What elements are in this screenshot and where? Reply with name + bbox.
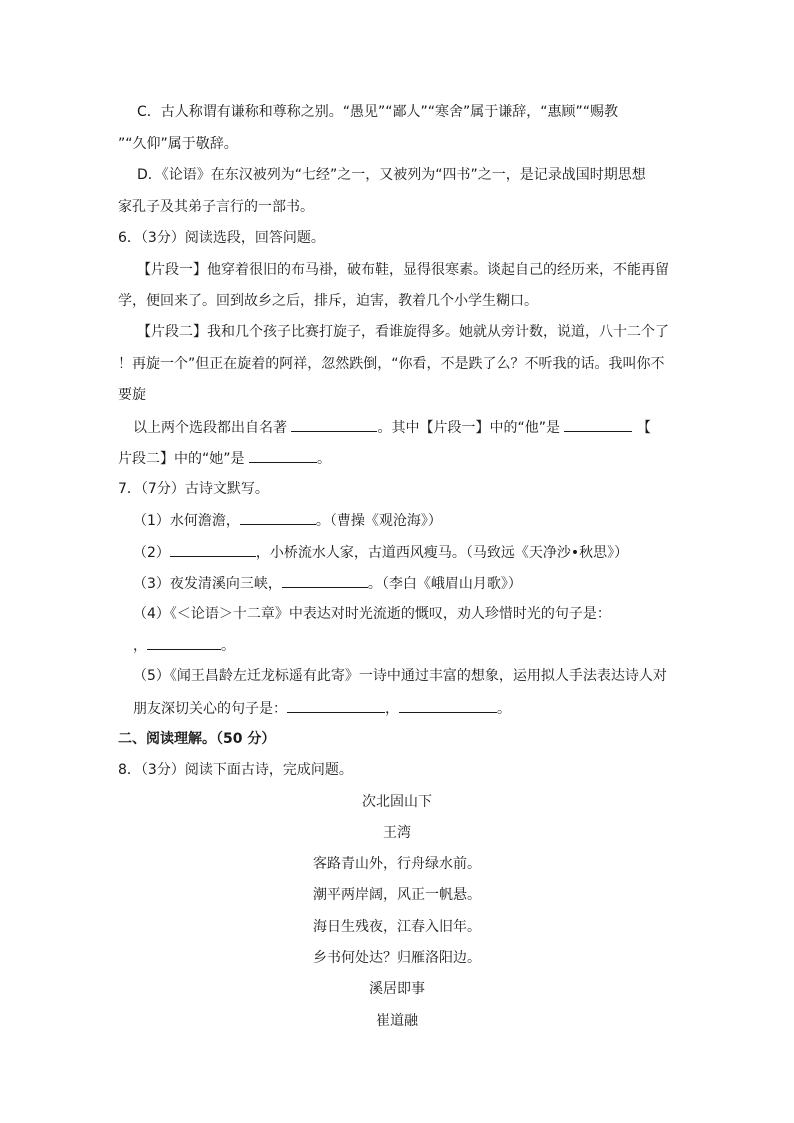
fragment-1-line-2: 学，便回来了。回到故乡之后，排斥，迫害，教着几个小学生糊口。 bbox=[118, 293, 538, 309]
question-7-item-3 bbox=[133, 573, 693, 594]
option-c-line-2: ”“久仰”属于敬辞。 bbox=[118, 136, 238, 152]
ask-text-5: 。 bbox=[316, 451, 331, 467]
poem-1-line-2: 潮平两岸阔，风正一帆悬。 bbox=[313, 887, 481, 903]
question-6-ask-line-1 bbox=[133, 417, 693, 438]
answer-blank-item-4[interactable] bbox=[147, 635, 221, 650]
answer-blank-item-2[interactable] bbox=[170, 542, 256, 557]
item-2-text-b: ，小桥流水人家，古道西风瘦马。（马致远《天净沙•秋思》） bbox=[255, 545, 629, 561]
poem-1-title: 次北固山下 bbox=[362, 794, 432, 810]
item-5-text-a: 朋友深切关心的句子是： bbox=[133, 701, 287, 717]
item-4-text-a: ， bbox=[133, 638, 147, 654]
answer-blank-item-5b[interactable] bbox=[399, 698, 497, 713]
item-1-text-a: （1）水何澹澹， bbox=[133, 513, 240, 529]
section-2-heading: 二、阅读理解。（50 分） bbox=[118, 731, 276, 747]
item-5-text-c: 。 bbox=[497, 701, 511, 717]
answer-blank-she[interactable] bbox=[249, 448, 317, 463]
answer-blank-he[interactable] bbox=[564, 417, 632, 432]
ask-text-1: 以上两个选段都出自名著 bbox=[133, 420, 287, 436]
ask-text-2: 。其中【片段一】中的“他”是 bbox=[377, 420, 560, 436]
fragment-2-line-1: 【片段二】我和几个孩子比赛打旋子，看谁旋得多。她就从旁计数，说道，八十二个了 bbox=[137, 324, 669, 340]
answer-blank-item-5a[interactable] bbox=[287, 698, 385, 713]
question-7-item-4-line-1: （4）《＜论语＞十二章》中表达对时光流逝的慨叹，劝人珍惜时光的句子是： bbox=[133, 606, 611, 622]
poem-1-line-3: 海日生残夜，江春入旧年。 bbox=[313, 919, 481, 935]
item-1-text-b: 。（曹操《观沧海》） bbox=[315, 513, 442, 529]
option-d-line-1: D．《论语》在东汉被列为“七经”之一，又被列为“四书”之一，是记录战国时期思想 bbox=[137, 167, 646, 183]
question-7-item-1 bbox=[133, 510, 693, 531]
answer-blank-masterpiece[interactable] bbox=[291, 417, 377, 432]
answer-blank-item-1[interactable] bbox=[240, 510, 316, 525]
poem-2-title: 溪居即事 bbox=[369, 981, 425, 997]
item-2-text-a: （2） bbox=[133, 545, 170, 561]
option-d-line-2: 家孔子及其弟子言行的一部书。 bbox=[118, 199, 314, 215]
ask-text-4: 片段二】中的“她”是 bbox=[118, 451, 245, 467]
option-c-line-1: C．古人称谓有谦称和尊称之别。“愚见”“鄙人”“寒舍”属于谦辞，“惠顾”“赐教 bbox=[137, 104, 619, 120]
question-7-item-2 bbox=[133, 542, 693, 563]
ask-text-3: 【 bbox=[636, 420, 651, 436]
question-6-heading: 6．（3分）阅读选段，回答问题。 bbox=[118, 230, 325, 246]
fragment-2-line-3: 要旋 bbox=[118, 387, 146, 403]
question-7-item-5-line-2 bbox=[133, 698, 693, 719]
question-8-heading: 8．（3分）阅读下面古诗，完成问题。 bbox=[118, 762, 353, 778]
fragment-1-line-1: 【片段一】他穿着很旧的布马褂，破布鞋，显得很寒素。谈起自己的经历来，不能再留 bbox=[137, 262, 669, 278]
item-3-text-b: 。（李白《峨眉山月歌》） bbox=[367, 576, 522, 592]
item-3-text-a: （3）夜发清溪向三峡， bbox=[133, 576, 282, 592]
fragment-2-line-2: ！再旋一个”但正在旋着的阿祥，忽然跌倒，“你看，不是跌了么？不听我的话。我叫你不 bbox=[118, 356, 665, 372]
question-7-item-5-line-1: （5）《闻王昌龄左迁龙标遥有此寄》一诗中通过丰富的想象，运用拟人手法表达诗人对 bbox=[133, 668, 667, 684]
poem-2-author: 崔道融 bbox=[376, 1013, 418, 1029]
answer-blank-item-3[interactable] bbox=[282, 573, 368, 588]
item-4-text-b: 。 bbox=[221, 638, 235, 654]
poem-1-line-4: 乡书何处达？归雁洛阳边。 bbox=[313, 950, 481, 966]
poem-1-line-1: 客路青山外，行舟绿水前。 bbox=[313, 856, 481, 872]
item-5-text-b: ， bbox=[385, 701, 399, 717]
question-7-heading: 7．（7分）古诗文默写。 bbox=[118, 481, 269, 497]
question-7-item-4-line-2 bbox=[133, 635, 693, 656]
question-6-ask-line-2 bbox=[118, 448, 678, 469]
poem-1-author: 王湾 bbox=[383, 825, 411, 841]
